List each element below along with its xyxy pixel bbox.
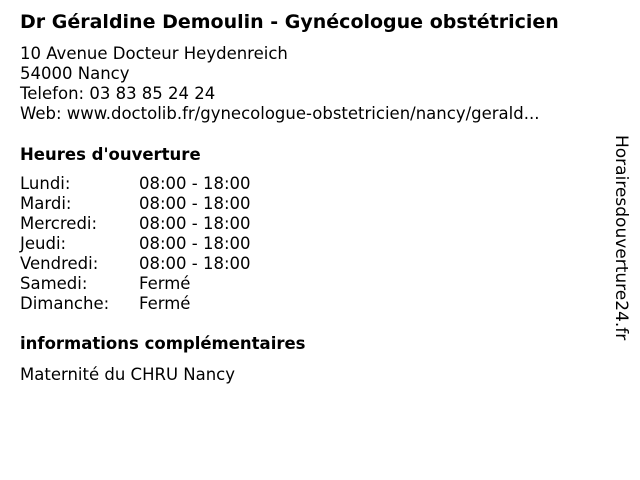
day-hours: 08:00 - 18:00 — [139, 254, 251, 273]
hours-row-thursday — [20, 234, 251, 254]
day-label: Samedi: — [20, 274, 88, 293]
city: 54000 Nancy — [20, 64, 130, 83]
hours-row-monday — [20, 174, 251, 194]
site-watermark: Horairesdouverture24.fr — [611, 135, 631, 341]
hours-row-saturday — [20, 274, 251, 294]
hours-row-tuesday — [20, 194, 251, 214]
hours-row-sunday — [20, 294, 251, 314]
hours-row-wednesday — [20, 214, 251, 234]
hours-heading: Heures d'ouverture — [20, 145, 201, 164]
day-hours: 08:00 - 18:00 — [139, 174, 251, 193]
day-hours: Fermé — [139, 294, 191, 313]
hours-row-friday — [20, 254, 251, 274]
day-hours: Fermé — [139, 274, 191, 293]
website-link[interactable]: Web: www.doctolib.fr/gynecologue-obstetricien/nancy/gerald... — [20, 104, 540, 123]
day-hours: 08:00 - 18:00 — [139, 214, 251, 233]
info-heading: informations complémentaires — [20, 334, 306, 353]
phone-number: Telefon: 03 83 85 24 24 — [20, 84, 216, 103]
day-label: Mercredi: — [20, 214, 98, 233]
contact-block — [20, 44, 539, 124]
day-label: Jeudi: — [20, 234, 67, 253]
day-label: Lundi: — [20, 174, 71, 193]
info-text: Maternité du CHRU Nancy — [20, 365, 236, 384]
day-label: Vendredi: — [20, 254, 99, 273]
opening-hours-list — [20, 174, 251, 314]
day-label: Mardi: — [20, 194, 72, 213]
page-title: Dr Géraldine Demoulin - Gynécologue obstétricien — [20, 11, 559, 33]
street-address: 10 Avenue Docteur Heydenreich — [20, 44, 288, 63]
day-label: Dimanche: — [20, 294, 110, 313]
day-hours: 08:00 - 18:00 — [139, 194, 251, 213]
day-hours: 08:00 - 18:00 — [139, 234, 251, 253]
